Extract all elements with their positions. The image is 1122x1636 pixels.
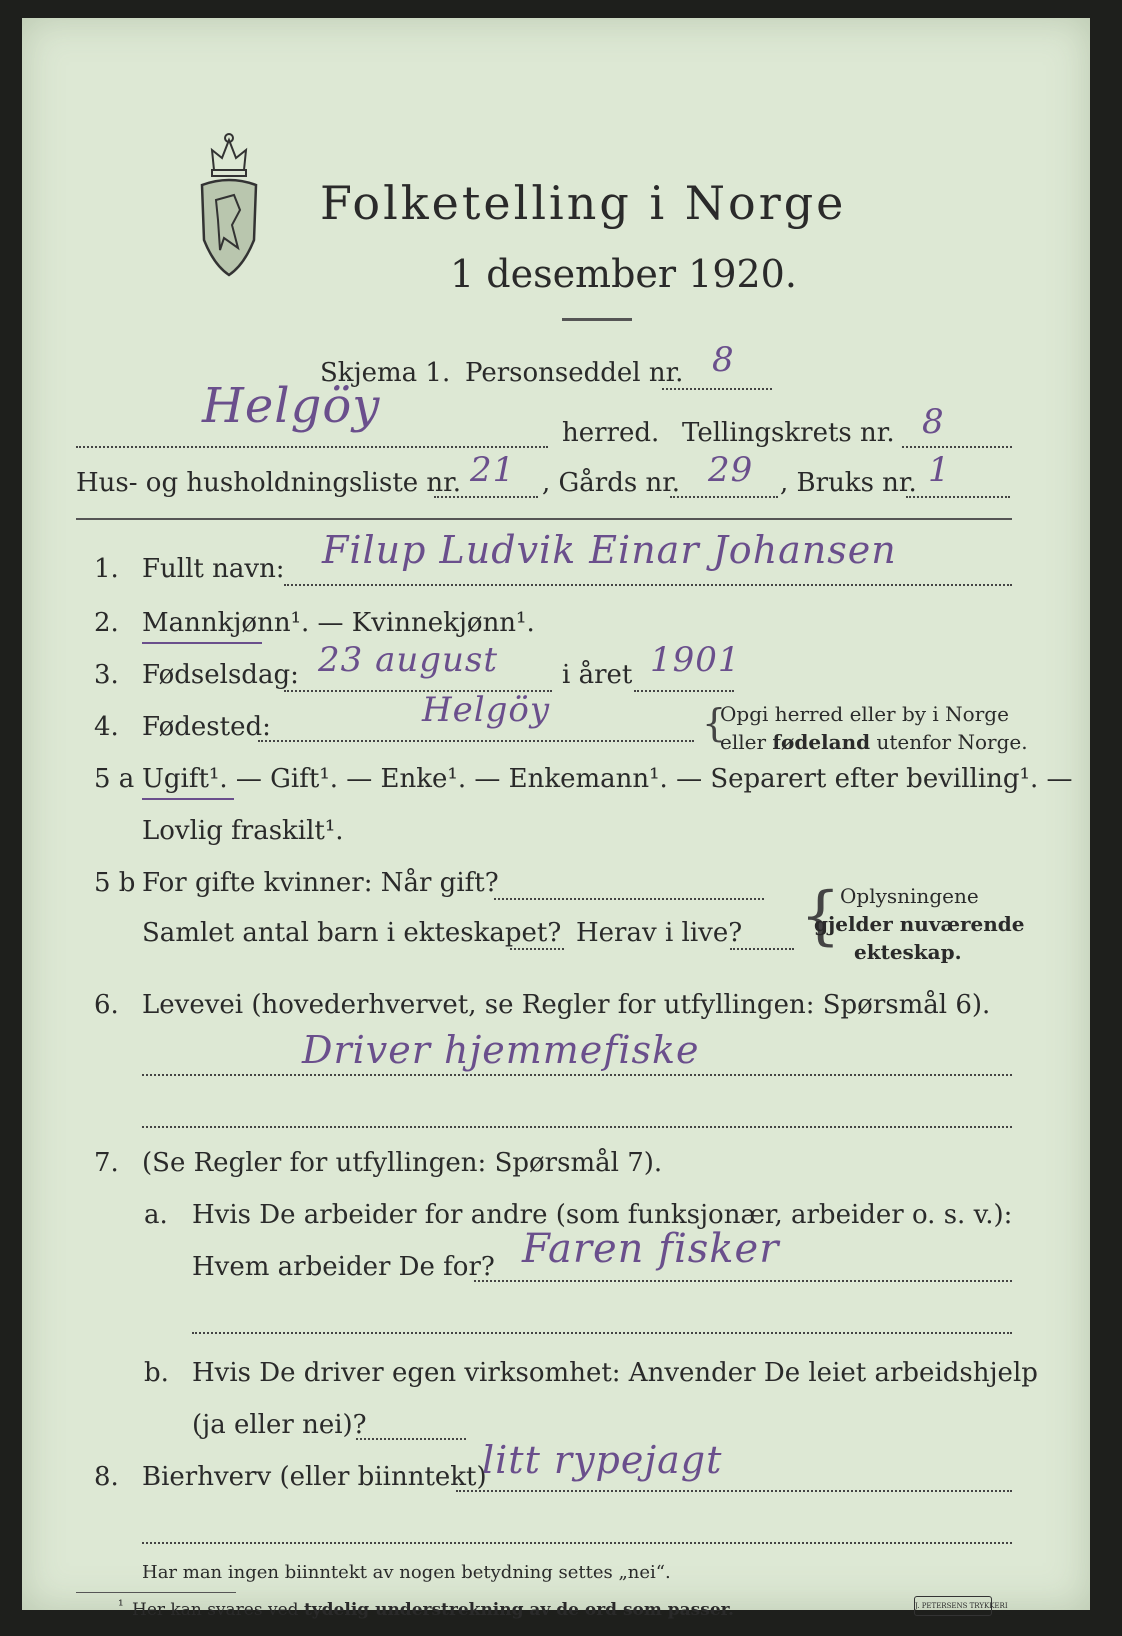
q3-label: Fødselsdag: bbox=[142, 660, 299, 690]
q1-label: Fullt navn: bbox=[142, 554, 285, 584]
printer-stamp: J. PETERSENS TRYKKERI bbox=[914, 1596, 992, 1616]
q5a-number: 5 a bbox=[94, 764, 135, 794]
q4-number: 4. bbox=[94, 712, 119, 742]
hus-value: 21 bbox=[470, 450, 516, 490]
footnote-text: Her kan svares ved tydelig understrekning av de ord som passer. bbox=[132, 1600, 734, 1620]
q2-label: Mannkjønn¹. — Kvinnekjønn¹. bbox=[142, 608, 535, 638]
q7-number: 7. bbox=[94, 1148, 119, 1178]
q7a-line2: Hvem arbeider De for? bbox=[192, 1252, 495, 1282]
occupation-value: Driver hjemmefiske bbox=[302, 1028, 700, 1072]
q6-label: Levevei (hovederhvervet, se Regler for utfyllingen: Spørsmål 6). bbox=[142, 990, 991, 1020]
q5b-note-line1: Oplysningene bbox=[840, 884, 979, 908]
q8-label: Bierhverv (eller biinntekt) bbox=[142, 1462, 487, 1492]
census-form: Folketelling i Norge 1 desember 1920. Skjema 1. Personseddel nr. 8 Helgöy herred. Tellingskrets nr. 8 Hus- og husholdningsliste nr. 21 , Gårds nr. 29 , Bruks nr. 1 1. Fullt navn: Filup Ludvik Einar Johansen 2. Mannkjønn¹. — Kvinnekjønn¹. 3. Fødselsdag: 23 august i året 1901 4. Fødested: Helgöy { Opgi herred eller by i Norge eller fødeland utenfor Norge. 5 a Ugift¹. — Gift¹. — Enke¹. — Enkemann¹. — Separert efter bevilling¹. — Lovlig fraskilt¹. 5 b For gifte kvinner: Når gift? Samlet antal barn i ekteskapet? Herav i live? { Oplysningene gjelder nuværende ekteskap. 6. Levevei (hovederhvervet, se Regler for utfyllingen: Spørsmål 6). Driver hjemmefiske 7. (Se Regler for utfyllingen: Spørsmål 7). a. Hvis De arbeider for andre (som funksjonær, arbeider o. s. v.): Hvem arbeider De for? Faren fisker b. Hvis De driver egen virksomhet: Anvender De leiet arbeidshjelp (ja eller nei)? 8. Bierhverv (eller biinntekt) litt rypejagt Har man ingen biinntekt av nogen betydning settes „nei“. ¹ Her kan svares ved tydelig understrekning av de ord som passer. J. PETERSENS TRYKKERI bbox=[22, 18, 1090, 1610]
q2-number: 2. bbox=[94, 608, 119, 638]
q6-number: 6. bbox=[94, 990, 119, 1020]
skjema-label: Skjema 1. bbox=[320, 358, 451, 388]
q7a-number: a. bbox=[144, 1200, 168, 1230]
q5a-line1: Ugift¹. — Gift¹. — Enke¹. — Enkemann¹. — Separert efter bevilling¹. — bbox=[142, 764, 1073, 794]
bruks-value: 1 bbox=[928, 450, 951, 490]
q1-number: 1. bbox=[94, 554, 119, 584]
tellingskrets-label: Tellingskrets nr. bbox=[682, 418, 895, 448]
q5a-line2: Lovlig fraskilt¹. bbox=[142, 816, 344, 846]
q5b-note-line2: gjelder nuværende bbox=[814, 912, 1025, 936]
birth-year-value: 1901 bbox=[650, 640, 741, 680]
form-title: Folketelling i Norge bbox=[320, 176, 847, 230]
full-name-value: Filup Ludvik Einar Johansen bbox=[322, 528, 897, 572]
side-income-value: litt rypejagt bbox=[482, 1438, 723, 1482]
q4-note-line2: eller fødeland utenfor Norge. bbox=[720, 730, 1028, 754]
gards-label: , Gårds nr. bbox=[542, 468, 681, 498]
personseddel-label: Personseddel nr. bbox=[465, 358, 684, 388]
q5b-number: 5 b bbox=[94, 868, 136, 898]
q7b-line1: Hvis De driver egen virksomhet: Anvender De leiet arbeidshjelp bbox=[192, 1358, 1038, 1388]
q4-label: Fødested: bbox=[142, 712, 271, 742]
q5b-line2-a: Samlet antal barn i ekteskapet? bbox=[142, 918, 562, 948]
personseddel-value: 8 bbox=[712, 340, 735, 380]
q7b-line2: (ja eller nei)? bbox=[192, 1410, 367, 1440]
q3-year-label: i året bbox=[562, 660, 633, 690]
birth-date-value: 23 august bbox=[318, 640, 499, 680]
hus-label: Hus- og husholdningsliste nr. bbox=[76, 468, 462, 498]
q7a-line1: Hvis De arbeider for andre (som funksjonær, arbeider o. s. v.): bbox=[192, 1200, 1013, 1230]
employer-value: Faren fisker bbox=[522, 1226, 780, 1272]
q8-number: 8. bbox=[94, 1462, 119, 1492]
coat-of-arms-icon bbox=[194, 130, 264, 280]
bruks-label: , Bruks nr. bbox=[780, 468, 917, 498]
q5b-line2-b: Herav i live? bbox=[576, 918, 743, 948]
birthplace-value: Helgöy bbox=[422, 690, 551, 730]
herred-value: Helgöy bbox=[202, 378, 381, 434]
q8-note: Har man ingen biinntekt av nogen betydning settes „nei“. bbox=[142, 1562, 671, 1583]
census-date: 1 desember 1920. bbox=[450, 252, 797, 296]
q4-note-line1: Opgi herred eller by i Norge bbox=[720, 702, 1009, 726]
tellingskrets-value: 8 bbox=[922, 402, 945, 442]
herred-label: herred. bbox=[562, 418, 660, 448]
footnote-mark: ¹ bbox=[118, 1598, 124, 1614]
q3-number: 3. bbox=[94, 660, 119, 690]
q5b-note-line3: ekteskap. bbox=[854, 940, 962, 964]
q7-label: (Se Regler for utfyllingen: Spørsmål 7). bbox=[142, 1148, 663, 1178]
q5b-line1: For gifte kvinner: Når gift? bbox=[142, 868, 499, 898]
gards-value: 29 bbox=[708, 450, 754, 490]
q7b-number: b. bbox=[144, 1358, 169, 1388]
